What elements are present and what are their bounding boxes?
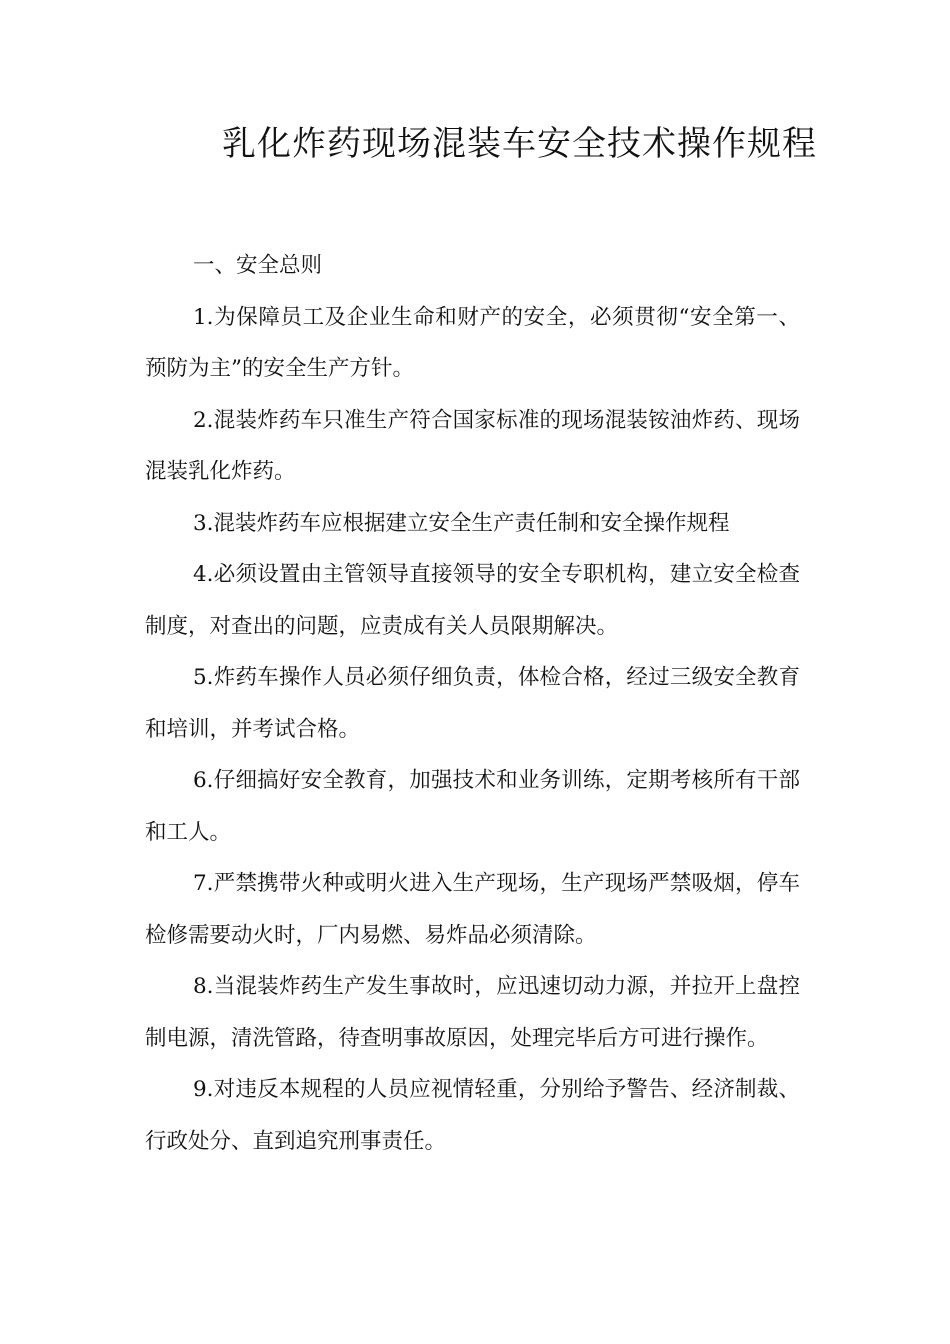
paragraph-9: 9.对违反本规程的人员应视情轻重，分别给予警告、经济制裁、行政处分、直到追究刑事责任。	[145, 1077, 800, 1154]
paragraph-4: 4.必须设置由主管领导直接领导的安全专职机构，建立安全检查制度，对查出的问题，应责成有关人员限期解决。	[145, 562, 800, 639]
paragraph-2: 2.混装炸药车只准生产符合国家标准的现场混装铵油炸药、现场混装乳化炸药。	[145, 407, 800, 484]
paragraph-5: 5.炸药车操作人员必须仔细负责，体检合格，经过三级安全教育和培训，并考试合格。	[145, 665, 800, 742]
paragraph-3: 3.混装炸药车应根据建立安全生产责任制和安全操作规程	[193, 510, 730, 536]
paragraph-1: 1.为保障员工及企业生命和财产的安全，必须贯彻“安全第一、预防为主”的安全生产方针。	[145, 304, 800, 381]
paragraph-8: 8.当混装炸药生产发生事故时，应迅速切动力源，并拉开上盘控制电源，清洗管路，待查明事故原因，处理完毕后方可进行操作。	[145, 974, 800, 1051]
paragraph-6: 6.仔细搞好安全教育，加强技术和业务训练，定期考核所有干部和工人。	[145, 768, 800, 845]
paragraph-7: 7.严禁携带火种或明火进入生产现场，生产现场严禁吸烟，停车检修需要动火时，厂内易燃、易炸品必须清除。	[145, 871, 800, 948]
page-title: 乳化炸药现场混装车安全技术操作规程	[222, 124, 817, 164]
document-body	[145, 240, 800, 1167]
section-heading: 一、安全总则	[193, 253, 323, 278]
